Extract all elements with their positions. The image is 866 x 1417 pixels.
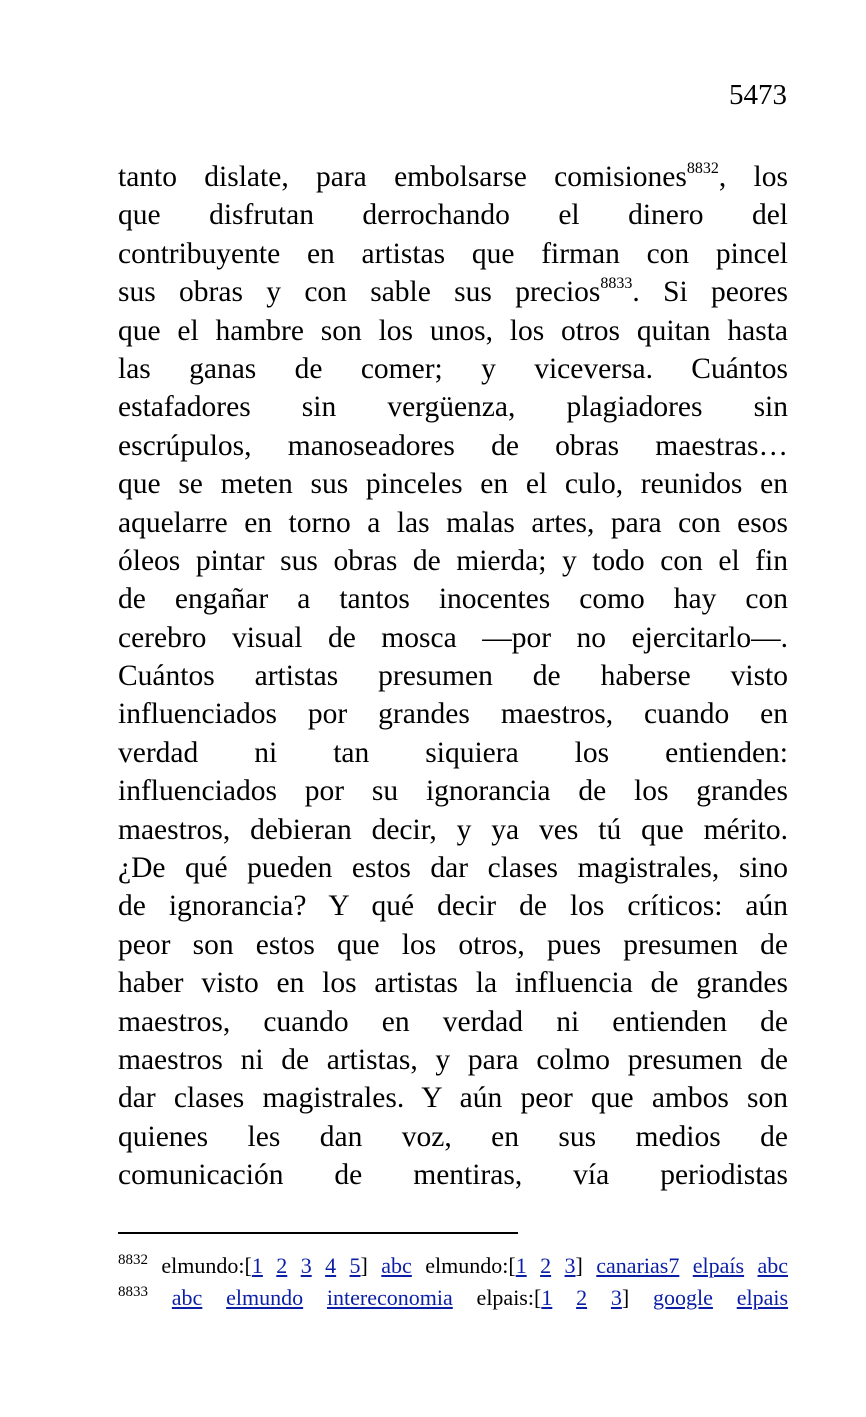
- body-text-segment: influenciados por grandes maestros, cuando en: [118, 698, 788, 731]
- footnote-link[interactable]: 1: [515, 1253, 527, 1278]
- footnote-text: [551, 1253, 564, 1278]
- body-text-segment: maestros, debieran decir, y ya ves tú que mérito.: [118, 813, 788, 846]
- footnotes: [118, 1250, 788, 1314]
- body-text-segment: sus obras y con sable sus precios: [118, 276, 601, 309]
- footnote-text: [336, 1253, 349, 1278]
- footnote-8833: [118, 1282, 788, 1314]
- body-text-segment: haber visto en los artistas la influencia de grandes: [118, 967, 788, 1000]
- body-line: [118, 619, 788, 657]
- body-text-segment: Cuántos artistas presumen de haberse visto: [118, 660, 788, 693]
- footnote-link[interactable]: 1: [251, 1253, 263, 1278]
- footnote-text: [587, 1285, 611, 1310]
- body-line: [118, 388, 788, 426]
- body-text-segment: las ganas de comer; y viceversa. Cuántos: [118, 352, 788, 385]
- footnote-link[interactable]: abc: [171, 1285, 203, 1310]
- footnote-link[interactable]: canarias7: [596, 1253, 680, 1278]
- body-line: [118, 695, 788, 733]
- footnote-number: 8832: [118, 1252, 148, 1268]
- body-line: [118, 734, 788, 772]
- footnote-text: [202, 1285, 226, 1310]
- body-text-segment: peor son estos que los otros, pues presumen de: [118, 928, 788, 961]
- footnote-separator: [118, 1232, 518, 1234]
- footnote-link[interactable]: abc: [757, 1253, 789, 1278]
- body-line: [118, 580, 788, 618]
- footnote-link[interactable]: 3: [564, 1253, 576, 1278]
- body-text-segment: de engañar a tantos inocentes como hay con: [118, 583, 788, 616]
- body-line: [118, 772, 788, 810]
- footnote-link[interactable]: intereconomia: [326, 1285, 453, 1310]
- body-line: [118, 964, 788, 1002]
- body-line: [118, 312, 788, 350]
- footnote-text: [303, 1285, 327, 1310]
- body-text-segment: , los: [718, 161, 788, 193]
- body-text-segment: estafadores sin vergüenza, plagiadores sin: [118, 391, 788, 424]
- body-text: [118, 158, 788, 1195]
- footnote-text: elmundo:[: [161, 1253, 252, 1278]
- footnote-text: [263, 1253, 276, 1278]
- body-line: [118, 811, 788, 849]
- body-text-segment: de ignorancia? Y qué decir de los críticos: aún: [118, 890, 788, 923]
- body-line: [118, 849, 788, 887]
- body-line: [118, 350, 788, 388]
- footnote-link[interactable]: 1: [541, 1285, 553, 1310]
- body-text-segment: escrúpulos, manoseadores de obras maestras…: [118, 429, 788, 462]
- body-line: [118, 1003, 788, 1041]
- body-line: [118, 1079, 788, 1117]
- body-text-segment: tanto dislate, para embolsarse comisiones: [118, 161, 687, 193]
- footnote-text: [287, 1253, 300, 1278]
- footnote-reference[interactable]: 8833: [600, 275, 633, 293]
- body-text-segment: dar clases magistrales. Y aún peor que ambos son: [118, 1082, 788, 1115]
- body-line: [118, 926, 788, 964]
- footnote-link[interactable]: 2: [276, 1253, 288, 1278]
- body-text-segment: que disfrutan derrochando el dinero del: [118, 199, 788, 232]
- footnote-link[interactable]: 2: [540, 1253, 552, 1278]
- body-text-segment: ¿De qué pueden estos dar clases magistrales, sino: [118, 852, 788, 885]
- footnote-link[interactable]: 4: [325, 1253, 337, 1278]
- body-line: [118, 657, 788, 695]
- footnote-link[interactable]: elpaís: [692, 1253, 745, 1278]
- body-line: [118, 504, 788, 542]
- footnote-link[interactable]: elpais: [736, 1285, 789, 1310]
- footnote-link[interactable]: 3: [610, 1285, 622, 1310]
- body-line: [118, 235, 788, 273]
- body-text-segment: comunicación de mentiras, vía periodistas: [118, 1159, 788, 1192]
- body-text-segment: contribuyente en artistas que firman con pincel: [118, 237, 788, 270]
- body-text-segment: que el hambre son los unos, los otros quitan hasta: [118, 314, 788, 347]
- body-text-segment: maestros ni de artistas, y para colmo presumen de: [118, 1043, 788, 1076]
- body-text-segment: cerebro visual de mosca —por no ejercitarlo—.: [118, 621, 788, 654]
- footnote-number: 8833: [118, 1284, 148, 1300]
- body-text-segment: maestros, cuando en verdad ni entienden de: [118, 1005, 788, 1038]
- footnote-text: ]: [360, 1253, 382, 1278]
- body-line: [118, 1156, 788, 1194]
- footnote-text: [527, 1253, 540, 1278]
- footnote-text: [312, 1253, 325, 1278]
- footnote-link[interactable]: 2: [576, 1285, 588, 1310]
- footnote-text: ]: [621, 1285, 654, 1310]
- body-line: [118, 196, 788, 234]
- footnote-text: [744, 1253, 757, 1278]
- body-line: [118, 887, 788, 925]
- body-text-segment: aquelarre en torno a las malas artes, para con esos: [118, 506, 788, 539]
- body-text-segment: óleos pintar sus obras de mierda; y todo con el fin: [118, 544, 788, 577]
- footnote-link[interactable]: google: [653, 1285, 713, 1310]
- footnote-link[interactable]: abc: [381, 1253, 412, 1278]
- body-text-segment: verdad ni tan siquiera los entienden:: [118, 736, 788, 769]
- body-line: [118, 427, 788, 465]
- body-line: [118, 273, 788, 311]
- footnote-link[interactable]: 3: [300, 1253, 312, 1278]
- body-text-segment: quienes les dan voz, en sus medios de: [118, 1120, 788, 1153]
- body-line: [118, 1041, 788, 1079]
- footnote-8832: [118, 1250, 788, 1282]
- page-number: 5473: [729, 79, 787, 111]
- footnote-text: [679, 1253, 692, 1278]
- body-text-segment: influenciados por su ignorancia de los grandes: [118, 775, 788, 808]
- body-text-segment: . Si peores: [632, 276, 788, 309]
- body-line: [118, 158, 788, 196]
- footnote-text: [552, 1285, 576, 1310]
- body-text-segment: que se meten sus pinceles en el culo, reunidos en: [118, 468, 788, 501]
- body-line: [118, 465, 788, 503]
- body-line: [118, 542, 788, 580]
- footnote-link[interactable]: elmundo: [226, 1285, 304, 1310]
- footnote-text: elmundo:[: [411, 1253, 516, 1278]
- footnote-reference[interactable]: 8832: [686, 160, 719, 177]
- footnote-link[interactable]: 5: [349, 1253, 361, 1278]
- footnote-text: [713, 1285, 737, 1310]
- footnote-text: elpais:[: [452, 1285, 542, 1310]
- body-line: [118, 1118, 788, 1156]
- footnote-text: ]: [575, 1253, 597, 1278]
